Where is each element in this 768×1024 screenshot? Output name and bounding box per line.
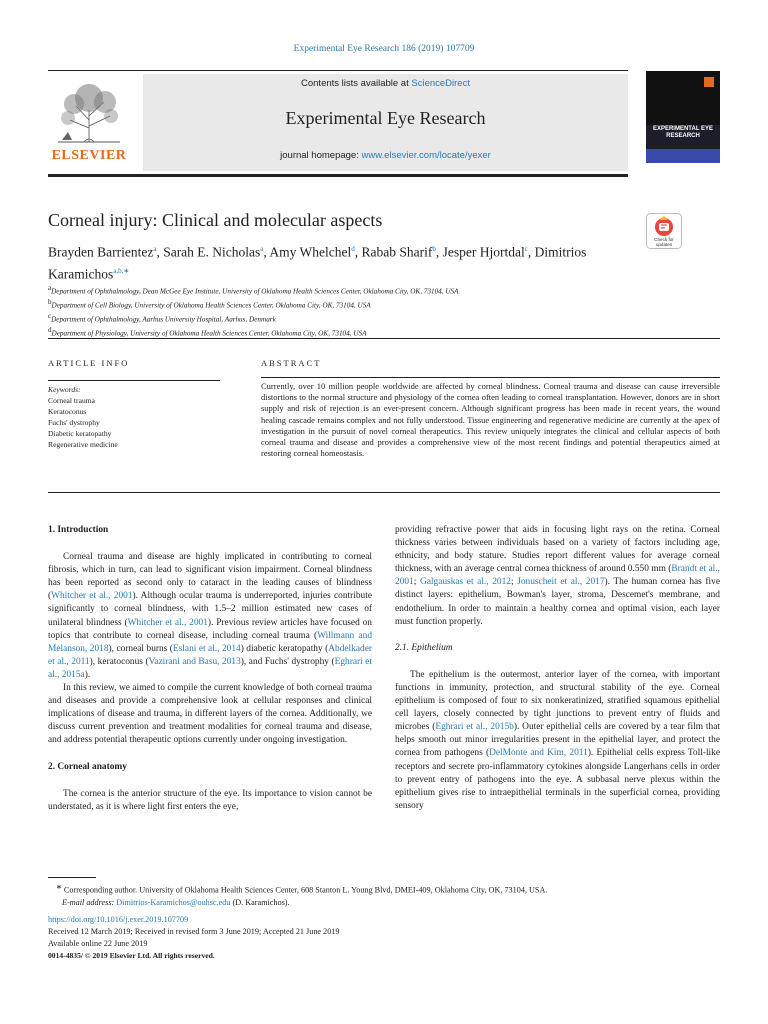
- keywords-block: [48, 384, 118, 451]
- author-name[interactable]: Jesper Hjortdal: [442, 244, 525, 260]
- paragraph-text: Corneal trauma and disease are highly implicated in contributing to corneal fibrosis, which in turn, can lead to significant vision impairment. Corneal blindness has been reported as second only to cataract in the leading causes of blindness (: [48, 552, 372, 602]
- cover-stripe: [646, 149, 720, 163]
- paper-title: Corneal injury: Clinical and molecular aspects: [48, 210, 383, 230]
- divider-top: [48, 338, 720, 339]
- paragraph-text: ), keratoconus (: [89, 656, 149, 667]
- citation-link[interactable]: Brandt et al., 2001: [395, 564, 720, 588]
- author-name[interactable]: Brayden Barrientez: [48, 244, 154, 260]
- email-link[interactable]: Dimitrios-Karamichos@ouhsc.edu: [116, 897, 231, 907]
- paragraph-text: ). Epithelial cells express Toll-like receptors and secrete pro-inflammatory cytokines alongside Langerhans cells in order to prevent entry of pathogens into the eye. A subbasal nerve plexus within the epithelium gives rise to intraepithelial terminals in the superficial cornea, providing sensory: [395, 748, 720, 811]
- citation-link[interactable]: Eghrari et al., 2015a: [48, 656, 372, 680]
- keywords-label: Keywords:: [48, 385, 81, 394]
- section-1-paragraph-2: In this review, we aimed to compile the current knowledge of both corneal trauma and diseases and provide a comprehensive look at cellular responses and clinical implications of disease and trauma, in different layers of the cornea. Additionally, we discuss current prevention and treatment modalities for corneal trauma and disease, and address potential therapeutic options currently under ongoing investigation.: [48, 683, 372, 746]
- keyword-item: Corneal trauma: [48, 396, 96, 406]
- paragraph-text: providing refractive power that aids in focusing light rays on the retina. Corneal thickness varies between individuals based on a variety of factors including age, ethnicity, and body stature. Studies report different values for average corneal thickness, with an average central cornea thickness of around 0.550 mm (: [395, 525, 720, 575]
- affiliation-line: [48, 283, 628, 297]
- section-1-paragraph-1: [48, 551, 372, 682]
- paragraph-text: ), and Fuchs' dystrophy (: [240, 656, 335, 667]
- homepage-prefix: journal homepage:: [280, 150, 362, 161]
- affiliation-text: Department of Ophthalmology, Dean McGee Eye Institute, University of Oklahoma Health Sciences Center, Oklahoma City, OK, 73104, USA: [51, 287, 459, 296]
- corresponding-mark: ∗: [56, 883, 62, 891]
- cover-title: EXPERIMENTAL EYE RESEARCH: [652, 126, 714, 139]
- cover-elsevier-mark: [704, 77, 714, 87]
- affiliation-key: a: [48, 284, 52, 292]
- author-affiliation-mark[interactable]: b: [432, 245, 436, 253]
- affiliations: [48, 283, 628, 339]
- author-name[interactable]: Sarah E. Nicholas: [163, 244, 261, 260]
- contents-line: [143, 78, 628, 89]
- keyword-item: Regenerative medicine: [48, 440, 118, 450]
- affiliation-line: [48, 297, 628, 311]
- paragraph-text: ). Previous review articles have focused on topics that contribute to corneal disease, including corneal trauma (: [48, 617, 372, 641]
- paragraph-text: ) diabetic keratopathy (: [240, 643, 329, 654]
- journal-homepage-line: [143, 150, 628, 161]
- affiliation-text: Department of Cell Biology, University of Oklahoma Health Sciences Center, Oklahoma City, OK, 73104, USA: [51, 301, 371, 310]
- author-affiliation-mark[interactable]: a,b,∗: [113, 266, 130, 275]
- affiliation-text: Department of Physiology, University of Oklahoma Health Sciences Center, Oklahoma City, OK, 73104, USA: [51, 329, 367, 338]
- keyword-item: Keratoconus: [48, 407, 87, 417]
- abstract-heading: ABSTRACT: [261, 358, 322, 368]
- author-affiliation-mark[interactable]: c: [524, 245, 528, 253]
- paragraph-text: ), corneal burns (: [108, 643, 173, 654]
- affiliation-text: Department of Ophthalmology, Aarhus University Hospital, Aarhus, Denmark: [51, 315, 276, 324]
- paragraph-text: ). Outer epithelial cells are covered by a tear film that helps smooth out minor irregularities present in the epithelial layer, and protect the cornea from pathogens (: [395, 722, 720, 759]
- author-affiliation-mark[interactable]: a: [260, 245, 264, 253]
- citation-link[interactable]: Jonuscheit et al., 2017: [517, 577, 605, 588]
- section-2-1-paragraph-1: [395, 669, 720, 813]
- author-affiliation-mark[interactable]: a: [153, 245, 157, 253]
- author-list: Brayden Barrientez$^a$, Sarah E. Nicholas$^a$, Amy Whelchel$^d$, Rabab Sharif$^b$, Jesper Hjortdal$^c$, Dimitrios Karamichos$^{a,b,∗}$: [48, 244, 587, 281]
- divider-bottom: [48, 492, 720, 493]
- journal-title: Experimental Eye Research: [285, 108, 486, 128]
- section-1-heading: 1. Introduction: [48, 525, 109, 535]
- section-2-paragraph-1: The cornea is the anterior structure of the eye. Its importance to vision cannot be understated, as it is where light first enters the eye,: [48, 788, 372, 812]
- sciencedirect-link[interactable]: ScienceDirect: [411, 78, 470, 89]
- citation-link[interactable]: Galgauskas et al., 2012: [419, 577, 511, 588]
- homepage-link[interactable]: www.elsevier.com/locate/yexer: [361, 150, 491, 161]
- available-online: Available online 22 June 2019: [48, 939, 148, 948]
- email-suffix: (D. Karamichos).: [230, 897, 290, 907]
- email-label: E-mail address:: [62, 897, 115, 907]
- article-history: [48, 914, 720, 962]
- section-2-1-heading: 2.1. Epithelium: [395, 642, 453, 653]
- copyright: 0014-4835/ © 2019 Elsevier Ltd. All rights reserved.: [48, 951, 215, 960]
- check-for-updates-icon[interactable]: [646, 213, 682, 249]
- paragraph-text: ). The human cornea has five distinct layers: epithelium, Bowman's layer, stroma, Descemet's membrane, and endothelium. In order to maintain a healthy cornea and optimal vision, each layer must function properly.: [395, 577, 720, 627]
- header-rule-bottom: [48, 174, 628, 177]
- citation-link[interactable]: DelMonte and Kim, 2011: [489, 748, 588, 759]
- affiliation-line: [48, 325, 628, 339]
- keyword-item: Diabetic keratopathy: [48, 429, 112, 439]
- citation-link[interactable]: Eghrari et al., 2015b: [435, 722, 514, 733]
- paragraph-text: ). Although ocular trauma is underreported, injuries contribute significantly to corneal blindness, with 1.5–2 million estimated new cases of unilateral blindness (: [48, 591, 372, 628]
- paragraph-text: ).: [84, 669, 91, 680]
- contents-prefix: Contents lists available at: [301, 78, 412, 89]
- paragraph-text: The epithelium is the outermost, anterior layer of the cornea, with important functions in immunity, protection, and structural stability of the eye. Corneal epithelium is composed of four to six nonkeratinized, stratified squamous epithelial cell layers, closely connected by tight junctions to prevent entry of fluids and microbes (: [395, 669, 720, 733]
- citation-link[interactable]: Eslani et al., 2014: [172, 643, 241, 654]
- citation-link[interactable]: Vazirani and Basu, 2013: [148, 656, 241, 667]
- affiliation-key: c: [48, 311, 52, 320]
- elsevier-wordmark: ELSEVIER: [51, 148, 127, 163]
- affiliation-key: b: [48, 297, 52, 306]
- citation-link[interactable]: Whitcher et al., 2001: [127, 617, 208, 628]
- author-affiliation-mark[interactable]: d: [351, 245, 355, 253]
- corresponding-footnote: [48, 881, 720, 909]
- citation-link[interactable]: Whitcher et al., 2001: [51, 591, 133, 602]
- journal-cover-thumbnail[interactable]: [646, 71, 720, 163]
- corresponding-text: Corresponding author. University of Oklahoma Health Sciences Center, 608 Stanton L. Young Blvd, DMEI-409, Oklahoma City, OK, 73104, USA.: [63, 885, 548, 895]
- footnote-rule: [48, 877, 96, 878]
- paragraph-text: ;: [510, 577, 518, 588]
- article-info-heading: ARTICLE INFO: [48, 358, 130, 368]
- citation-link[interactable]: Willmann and Melanson, 2018: [48, 630, 373, 654]
- journal-reference[interactable]: Experimental Eye Research 186 (2019) 107709: [293, 44, 475, 54]
- author-name[interactable]: Rabab Sharif: [361, 244, 433, 260]
- svg-text:Check for: Check for: [654, 237, 674, 242]
- section-2-paragraph-1-continued: [395, 524, 720, 629]
- author-name[interactable]: Amy Whelchel: [269, 244, 352, 260]
- keyword-item: Fuchs' dystrophy: [48, 418, 100, 428]
- section-2-heading: 2. Corneal anatomy: [48, 761, 127, 772]
- svg-text:updates: updates: [655, 242, 673, 247]
- abstract-text: Currently, over 10 million people worldwide are affected by corneal blindness. Corneal trauma and disease can cause irreversible distortions to the normal structure and physiology of the cornea often leading to corneal transplantation. However, donors are in short supply and risk of rejection is an ever-present concern. Although significant progress has been made in recent years, the wound healing cascade remains complex and not fully understood. Tissue engineering and regenerative medicine are currently at the apex of investigation in the pursuit of novel corneal therapeutics. This review uniquely integrates the clinical and cellular aspects of both corneal trauma and disease and provides a comprehensive view of the most recent findings and potential therapeutics aimed at restoring corneal homeostasis.: [261, 381, 720, 459]
- paragraph-text: ;: [413, 577, 420, 588]
- body-column-right: [395, 524, 720, 813]
- header-rule-top: [48, 70, 628, 71]
- abstract-rule: [261, 377, 720, 378]
- received-dates: Received 12 March 2019; Received in revised form 3 June 2019; Accepted 21 June 2019: [48, 927, 340, 936]
- doi-link[interactable]: https://doi.org/10.1016/j.exer.2019.107709: [48, 915, 189, 924]
- body-column-left: [48, 524, 372, 814]
- author-name[interactable]: Dimitrios Karamichos: [48, 244, 587, 281]
- article-info-rule: [48, 380, 220, 381]
- citation-link[interactable]: Abdelkader et al., 2011: [48, 643, 372, 667]
- affiliation-key: d: [48, 325, 52, 334]
- affiliation-line: [48, 311, 628, 325]
